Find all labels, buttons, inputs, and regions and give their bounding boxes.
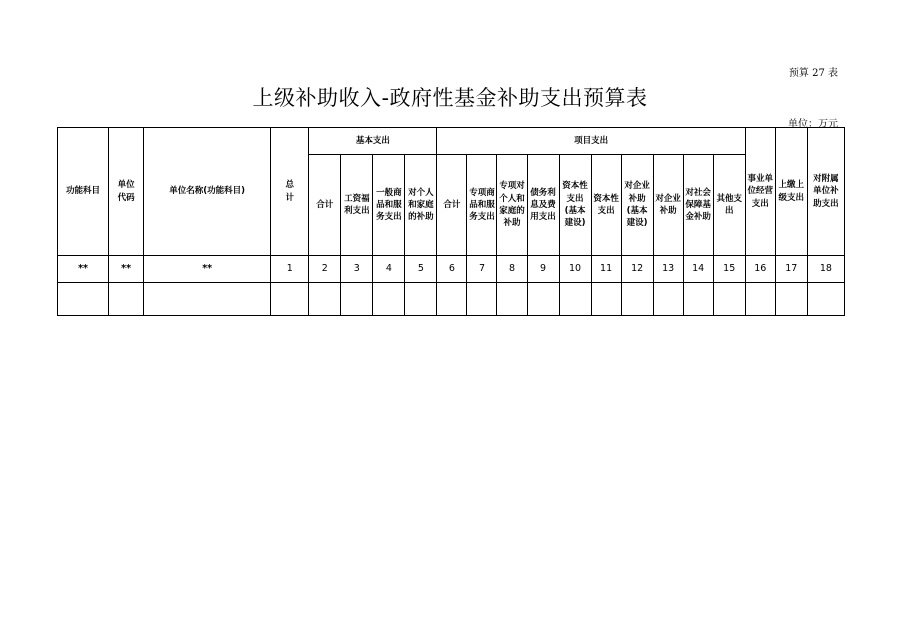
- header-project-8: 对企业补助: [653, 155, 683, 256]
- table-cell: [497, 283, 527, 316]
- index-cell: 13: [653, 256, 683, 283]
- table-cell: [271, 283, 309, 316]
- header-tail-3: 对附属单位补助支出: [807, 128, 844, 256]
- header-project-2: 专项商品和服务支出: [467, 155, 497, 256]
- index-cell: **: [58, 256, 109, 283]
- table-cell: [309, 283, 341, 316]
- header-project-1: 合计: [437, 155, 467, 256]
- header-tail-1: 事业单位经营支出: [745, 128, 775, 256]
- index-cell: 14: [683, 256, 713, 283]
- index-cell: **: [144, 256, 271, 283]
- header-project-4: 债务利息及费用支出: [527, 155, 559, 256]
- table-cell: [341, 283, 373, 316]
- table-cell: [373, 283, 405, 316]
- index-cell: 1: [271, 256, 309, 283]
- index-cell: 12: [621, 256, 653, 283]
- index-cell: 9: [527, 256, 559, 283]
- index-cell: 2: [309, 256, 341, 283]
- header-unit-code: 单位代码: [109, 128, 144, 256]
- index-cell: 8: [497, 256, 527, 283]
- header-basic-1: 合计: [309, 155, 341, 256]
- index-cell: 3: [341, 256, 373, 283]
- header-project-3: 专项对个人和家庭的补助: [497, 155, 527, 256]
- unit-label: 单位：万元: [788, 119, 838, 130]
- form-code: 预算 27 表: [788, 68, 838, 79]
- table-cell: [58, 283, 109, 316]
- blank-data-row: [58, 283, 845, 316]
- table-cell: [653, 283, 683, 316]
- header-basic-group: 基本支出: [309, 128, 437, 155]
- table-cell: [591, 283, 621, 316]
- table-cell: [437, 283, 467, 316]
- budget-table: [57, 127, 845, 316]
- table-cell: [467, 283, 497, 316]
- index-row: [58, 256, 845, 283]
- page-title: 上级补助收入-政府性基金补助支出预算表: [252, 86, 648, 110]
- index-cell: 11: [591, 256, 621, 283]
- table-cell: [713, 283, 745, 316]
- table-cell: [621, 283, 653, 316]
- index-cell: 5: [405, 256, 437, 283]
- header-basic-4: 对个人和家庭的补助: [405, 155, 437, 256]
- index-cell: 10: [559, 256, 591, 283]
- header-project-5: 资本性支出(基本建设): [559, 155, 591, 256]
- index-cell: 18: [807, 256, 844, 283]
- header-basic-3: 一般商品和服务支出: [373, 155, 405, 256]
- table-cell: [405, 283, 437, 316]
- header-row-1: [58, 128, 845, 155]
- index-cell: **: [109, 256, 144, 283]
- table-cell: [775, 283, 807, 316]
- index-cell: 6: [437, 256, 467, 283]
- table-cell: [559, 283, 591, 316]
- index-cell: 16: [745, 256, 775, 283]
- header-total: 总计: [271, 128, 309, 256]
- header-func-subject: 功能科目: [58, 128, 109, 256]
- table-cell: [109, 283, 144, 316]
- header-basic-2: 工资福利支出: [341, 155, 373, 256]
- header-project-6: 资本性支出: [591, 155, 621, 256]
- table-cell: [807, 283, 844, 316]
- table-cell: [683, 283, 713, 316]
- table-cell: [527, 283, 559, 316]
- header-tail-2: 上缴上级支出: [775, 128, 807, 256]
- index-cell: 15: [713, 256, 745, 283]
- header-project-9: 对社会保障基金补助: [683, 155, 713, 256]
- header-project-7: 对企业补助(基本建设): [621, 155, 653, 256]
- header-unit-name: 单位名称(功能科目): [144, 128, 271, 256]
- table-cell: [144, 283, 271, 316]
- header-project-group: 项目支出: [437, 128, 745, 155]
- index-cell: 7: [467, 256, 497, 283]
- index-cell: 4: [373, 256, 405, 283]
- header-project-10: 其他支出: [713, 155, 745, 256]
- index-cell: 17: [775, 256, 807, 283]
- table-cell: [745, 283, 775, 316]
